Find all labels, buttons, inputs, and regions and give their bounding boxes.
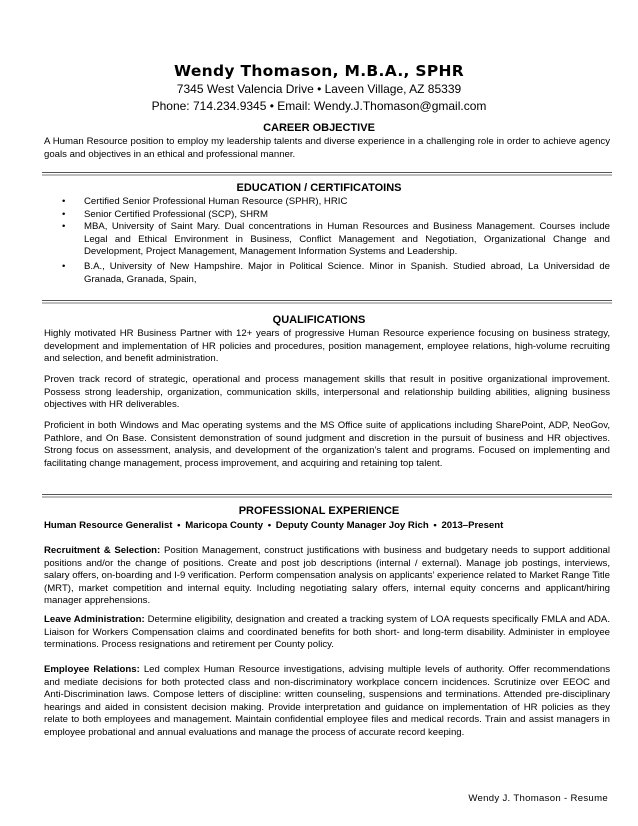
list-item — [44, 221, 610, 259]
experience-heading: Recruitment & Selection — [44, 545, 158, 556]
experience-text: Position Management, construct justifications with business and budgetary needs to support additional positions and/or the change of positions. Create and post job descriptions (internal / external). Manage job postings, interviews, salary offers, on-boarding and I-9 verification. Perform compensation analysis on applicants’ experience related to Market Range Title (MRT), market competition and internal equity. Including negotiating salary offers, internal equity concerns and applicant/hiring manager apprehensions. — [44, 545, 610, 607]
qualifications-paragraph: Proficient in both Windows and Mac operating systems and the MS Office suite of applications including SharePoint, ADP, NeoGov, Pathlore, and On Base. Consistent demonstration of sound judgment and discretion in the pursuit of business and HR objectives. Strong focus on assessment, analysis, and development of the organization’s talent and programs. Focused on implementing and facilitating change management, process improvement, and acquiring and retaining top talent. — [44, 420, 610, 469]
education-title: EDUCATION / CERTIFICATOINS — [236, 182, 402, 194]
experience-heading: Employee Relations — [44, 664, 137, 675]
list-item — [44, 209, 610, 222]
employer: Maricopa County — [185, 520, 264, 531]
experience-heading: Leave Administration — [44, 614, 142, 625]
education-list — [44, 196, 610, 286]
page-footer: Wendy J. Thomason - Resume — [468, 793, 608, 804]
bullet-icon: • — [267, 520, 272, 531]
career-objective-text: A Human Resource position to employ my leadership talents and diverse experience in a challenging role in order to achieve agency goals and objectives in an ethical and professional manner. — [44, 136, 610, 160]
experience-section — [44, 614, 610, 652]
experience-title: PROFESSIONAL EXPERIENCE — [238, 505, 400, 517]
experience-text: Determine eligibility, designation and created a tracking system of LOA requests specifically FMLA and ADA. Liaison for Workers Compensation claims and coordinated benefits for both short- and long-term disability. Administer in employee terminations. Process resignations and retirement per County policy. — [44, 614, 610, 651]
experience-section — [44, 664, 610, 740]
candidate-name: Wendy Thomason, M.B.A., SPHR — [173, 62, 465, 80]
list-item-text: Senior Certified Professional (SCP), SHRM — [84, 208, 268, 220]
heading-colon: : — [157, 545, 164, 556]
list-item — [44, 261, 610, 286]
career-objective-title: CAREER OBJECTIVE — [263, 122, 375, 134]
list-item — [44, 196, 610, 209]
list-item-text: Certified Senior Professional Human Resource (SPHR), HRIC — [84, 196, 348, 207]
bullet-icon: • — [62, 196, 66, 207]
contact-line: Phone: 714.234.9345 • Email: Wendy.J.Thomason@gmail.com — [151, 99, 487, 113]
heading-colon: : — [141, 614, 148, 625]
bullet-icon: • — [62, 260, 66, 272]
manager: Deputy County Manager Joy Rich — [275, 520, 429, 531]
qualifications-paragraph: Highly motivated HR Business Partner with 12+ years of progressive Human Resource experience focusing on business strategy, development and implementation of HR policies and procedures, position management, employee relations, high-volume recruiting and selection, and benefit administration. — [44, 328, 610, 365]
section-divider — [42, 300, 612, 304]
bullet-icon: • — [433, 520, 437, 531]
bullet-icon: • — [62, 208, 66, 220]
job-header — [44, 520, 610, 533]
job-title: Human Resource Generalist — [44, 520, 173, 531]
section-divider — [42, 172, 612, 176]
bullet-icon: • — [177, 520, 181, 531]
qualifications-paragraph: Proven track record of strategic, operational and process management skills that result in positive organizational improvement. Possess strong leadership, organization, communication skills, interpersonal and relationship building abilities, aligning business objectives with HR deliverables. — [44, 374, 610, 411]
list-item-text: MBA, University of Saint Mary. Dual concentrations in Human Resources and Business Management. Courses include Legal and Ethical Environment in Business, Conflict Management and Negotiation, Organizational Change and Development, Project Management, Management Information Systems and Leadership. — [84, 221, 610, 258]
list-item-text: B.A., University of New Hampshire. Major in Political Science. Minor in Spanish. Studied abroad, La Universidad de Granada, Granada, Spain, — [84, 260, 610, 285]
bullet-icon: • — [62, 221, 66, 233]
heading-colon: : — [136, 664, 144, 675]
section-divider — [42, 494, 612, 498]
experience-text: Led complex Human Resource investigations, advising multiple levels of authority. Offer recommendations and mediate decisions for both protected class and non-discriminatory workplace concern incidences. Scrutinize over EEOC and Anti-Discrimination laws. Compose letters of discipline: written counseling, suspensions and terminations. Attended pre-disciplinary hearings and aided in consistent decision making. Provide interpretation and guidance on implementation of HR policies as they relate to both employees and management. Maintain confidential employee files and medical records. Train and assist managers in employee probational and annual evaluations and manage the process of accurate record keeping. — [44, 664, 610, 738]
qualifications-title: QUALIFICATIONS — [272, 314, 366, 326]
job-dates: 2013–Present — [441, 520, 504, 531]
experience-section — [44, 545, 610, 608]
address-line: 7345 West Valencia Drive • Laveen Village, AZ 85339 — [176, 82, 462, 96]
